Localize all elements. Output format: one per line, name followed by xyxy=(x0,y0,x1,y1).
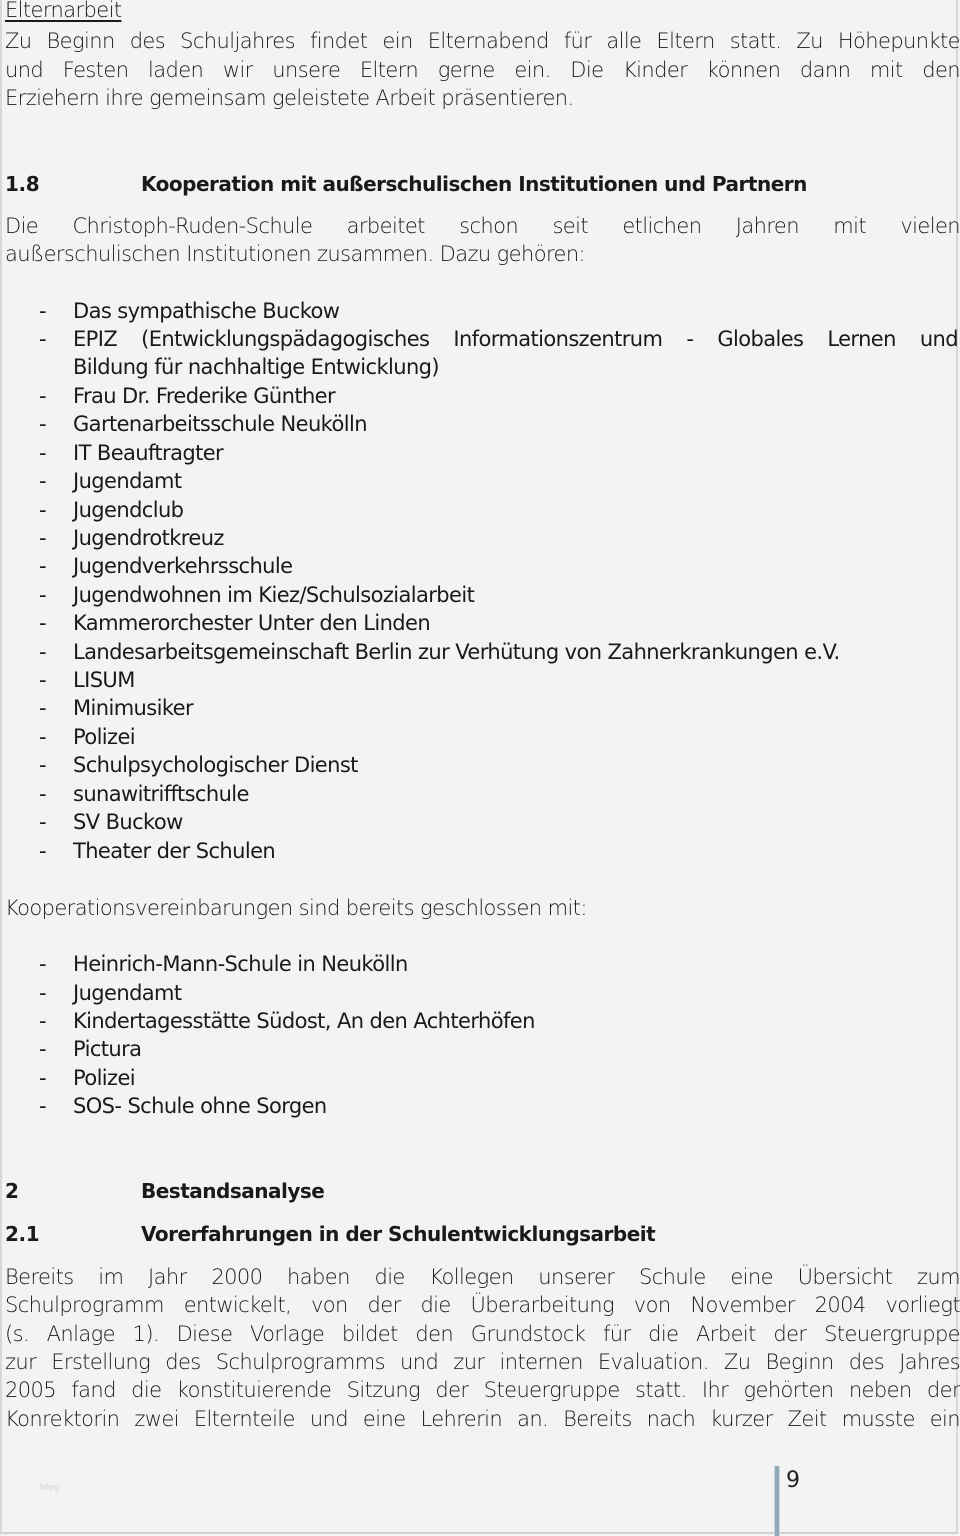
section-number: 2.1 xyxy=(5,1222,40,1246)
list-dash: - xyxy=(39,839,46,863)
list-dash: - xyxy=(39,327,46,351)
list-dash: - xyxy=(39,1037,46,1061)
list-dash: - xyxy=(39,526,46,550)
list-dash: - xyxy=(39,952,46,976)
list-dash: - xyxy=(39,640,46,664)
paragraph-line: zur Erstellung des Schulprogramms und zur internen Evaluation. Zu Beginn des Jahres xyxy=(5,1350,960,1374)
section-number: 1.8 xyxy=(5,172,40,196)
paragraph-line: Konrektorin zwei Elternteile und eine Lehrerin an. Bereits nach kurzer Zeit musste ein xyxy=(5,1407,960,1431)
section-title: Kooperation mit außerschulischen Institutionen und Partnern xyxy=(141,172,807,196)
list-dash: - xyxy=(39,725,46,749)
paragraph-line: (s. Anlage 1). Diese Vorlage bildet den Grundstock für die Arbeit der Steuergruppe xyxy=(5,1322,960,1346)
list-dash: - xyxy=(39,696,46,720)
list-dash: - xyxy=(39,981,46,1005)
paragraph-line: Die Christoph-Ruden-Schule arbeitet schon seit etlichen Jahren mit vielen xyxy=(5,214,960,238)
agreements-intro: Kooperationsvereinbarungen sind bereits geschlossen mit: xyxy=(5,896,587,920)
list-dash: - xyxy=(39,753,46,777)
list-dash: - xyxy=(39,1066,46,1090)
list-dash: - xyxy=(39,782,46,806)
list-dash: - xyxy=(39,668,46,692)
list-dash: - xyxy=(39,1009,46,1033)
list-dash: - xyxy=(39,810,46,834)
list-dash: - xyxy=(39,384,46,408)
section-number: 2 xyxy=(5,1179,19,1203)
list-dash: - xyxy=(39,441,46,465)
list-dash: - xyxy=(39,299,46,323)
paragraph-line: Zu Beginn des Schuljahres findet ein Elternabend für alle Eltern statt. Zu Höhepunkte xyxy=(5,29,960,53)
list-dash: - xyxy=(39,583,46,607)
section-heading-elternarbeit: Elternarbeit xyxy=(5,0,122,22)
list-dash: - xyxy=(39,611,46,635)
list-dash: - xyxy=(39,412,46,436)
paragraph-line: Bereits im Jahr 2000 haben die Kollegen unserer Schule eine Übersicht zum xyxy=(5,1265,960,1289)
paragraph-line: Erziehern ihre gemeinsam geleistete Arbeit präsentieren. xyxy=(5,86,574,110)
footer-divider-bar xyxy=(774,1466,780,1536)
list-dash: - xyxy=(39,498,46,522)
paragraph-line: und Festen laden wir unsere Eltern gerne ein. Die Kinder können dann mit den xyxy=(5,58,960,82)
list-dash: - xyxy=(39,469,46,493)
document-page: Elternarbeit Zu Beginn des Schuljahres findet ein Elternabend für alle Eltern statt. Zu Höhepunkte und Festen laden wir unsere Eltern gerne ein. Die Kinder können dann mit den Erziehern ihre gemeinsam geleistete Arbeit präsentieren. 1.8 Kooperation mit außerschulischen Institutionen und Partnern Die Christoph-Ruden-Schule arbeitet schon seit etlichen Jahren mit vielen außerschulischen Institutionen zusammen. Dazu gehören: - Das sympathische Buckow - EPIZ (Entwicklungspädagogisches Informationszentrum - Globales Lernen und Bildung für nachhaltige Entwicklung) - Frau Dr. Frederike Günther - Gartenarbeitsschule Neukölln - IT Beauftragter - Jugendamt - Jugendclub - Jugendrotkreuz - Jugendverkehrsschule - Jugendwohnen im Kiez/Schulsozialarbeit - Kammerorchester Unter den Linden - Landesarbeitsgemeinschaft Berlin zur Verhütung von Zahnerkrankungen e.V. - LISUM - Minimusiker - Polizei - Schulpsychologischer Dienst - sunawitrifftschule - SV Buckow - Theater der Schulen Kooperationsvereinbarungen sind bereits geschlossen mit: - Heinrich-Mann-Schule in Neukölln - Jugendamt - Kindertagesstätte Südost, An den Achterhöfen - Pictura - Polizei - SOS- Schule ohne Sorgen 2 Bestandsanalyse 2.1 Vorerfahrungen in der Schulentwicklungsarbeit Bereits im Jahr 2000 haben die Kollegen unserer Schule eine Übersicht zum Schulprogramm entwickelt, von der die Überarbeitung von November 2004 vorliegt (s. Anlage 1). Diese Vorlage bildet den Grundstock für die Arbeit der Steuergruppe zur Erstellung des Schulprogramms und zur internen Evaluation. Zu Beginn des Jahres 2005 fand die konstituierende Sitzung der Steuergruppe statt. Ihr gehörten neben der Konrektorin zwei Elternteile und eine Lehrerin an. Bereits nach kurzer Zeit musste ein blog 9 xyxy=(0,0,958,1534)
paragraph-line: 2005 fand die konstituierende Sitzung der Steuergruppe statt. Ihr gehörten neben der xyxy=(5,1378,960,1402)
watermark: blog xyxy=(40,1483,60,1493)
paragraph-line: außerschulischen Institutionen zusammen. Dazu gehören: xyxy=(5,242,586,266)
section-title: Vorerfahrungen in der Schulentwicklungsarbeit xyxy=(141,1222,656,1246)
page-number: 9 xyxy=(786,1468,800,1493)
paragraph-line: Schulprogramm entwickelt, von der die Überarbeitung von November 2004 vorliegt xyxy=(5,1293,960,1317)
list-dash: - xyxy=(39,554,46,578)
list-dash: - xyxy=(39,1094,46,1118)
section-title: Bestandsanalyse xyxy=(141,1179,325,1203)
